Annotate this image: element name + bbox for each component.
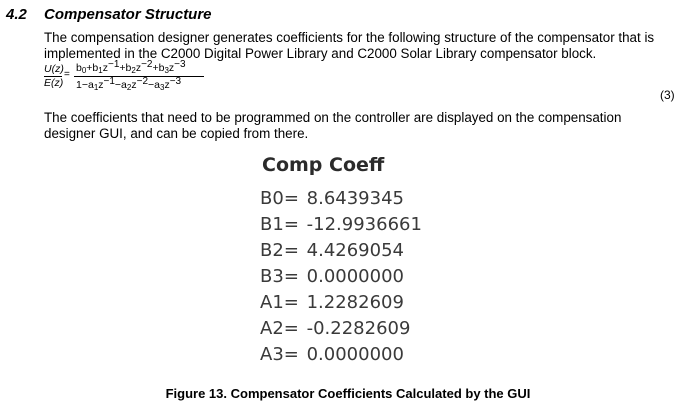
coeff-value: -12.9936661 xyxy=(306,214,422,235)
coeff-label: B3 xyxy=(260,266,284,287)
equation-rhs-denominator: $1-a_1z^{-1}-a_2z^{-2}-a_3z^{-3}$ xyxy=(76,76,182,92)
coeff-value: 8.6439345 xyxy=(306,188,404,209)
equation-lhs xyxy=(44,64,64,89)
coefficients-paragraph: The coefficients that need to be programmed on the controller are displayed on the compensation designer GUI, and can be copied from there. xyxy=(44,110,622,141)
coeff-row-a1: A1= 1.2282609 xyxy=(260,292,404,313)
coeff-row-b2: B2= 4.4269054 xyxy=(260,240,404,261)
section-title: Compensator Structure xyxy=(44,6,212,23)
coeff-row-a3: A3= 0.0000000 xyxy=(260,344,404,365)
transfer-function-equation xyxy=(44,59,675,102)
equation-number: (3) xyxy=(660,88,675,102)
coeff-value: 4.4269054 xyxy=(306,240,404,261)
coeff-value: -0.2282609 xyxy=(306,318,411,339)
coeff-row-b3: B3= 0.0000000 xyxy=(260,266,404,287)
section-heading xyxy=(6,6,212,23)
equation-rhs-numerator: $b_0+b_1z^{-1}+b_2z^{-2}+b_3z^{-3}$ xyxy=(76,59,186,75)
coeff-row-a2: A2= -0.2282609 xyxy=(260,318,411,339)
coeff-label: A3 xyxy=(260,344,284,365)
figure-caption: Figure 13. Compensator Coefficients Calculated by the GUI xyxy=(165,386,531,401)
equation-lhs-denominator: E(z) xyxy=(44,77,64,89)
coeff-value: 0.0000000 xyxy=(306,344,404,365)
coeff-label: A1 xyxy=(260,292,284,313)
coeff-label: B0 xyxy=(260,188,284,209)
coeff-value: 0.0000000 xyxy=(306,266,404,287)
coeff-value: 1.2282609 xyxy=(306,292,404,313)
comp-coeff-figure xyxy=(250,152,450,378)
coeff-row-b1: B1= -12.9936661 xyxy=(260,214,422,235)
equation-equals-sign: = xyxy=(64,69,70,80)
equation-rhs xyxy=(74,59,204,92)
coeff-label: A2 xyxy=(260,318,284,339)
section-number: 4.2 xyxy=(6,6,27,23)
coeff-row-b0: B0= 8.6439345 xyxy=(260,188,404,209)
comp-coeff-title: Comp Coeff xyxy=(262,154,385,176)
equation-lhs-numerator: U(z) xyxy=(44,63,64,75)
coeff-label: B1 xyxy=(260,214,284,235)
intro-paragraph: The compensation designer generates coefficients for the following structure of the compensator that is implemented in the C2000 Digital Power Library and C2000 Solar Library compensator block. xyxy=(44,30,655,61)
coeff-label: B2 xyxy=(260,240,284,261)
